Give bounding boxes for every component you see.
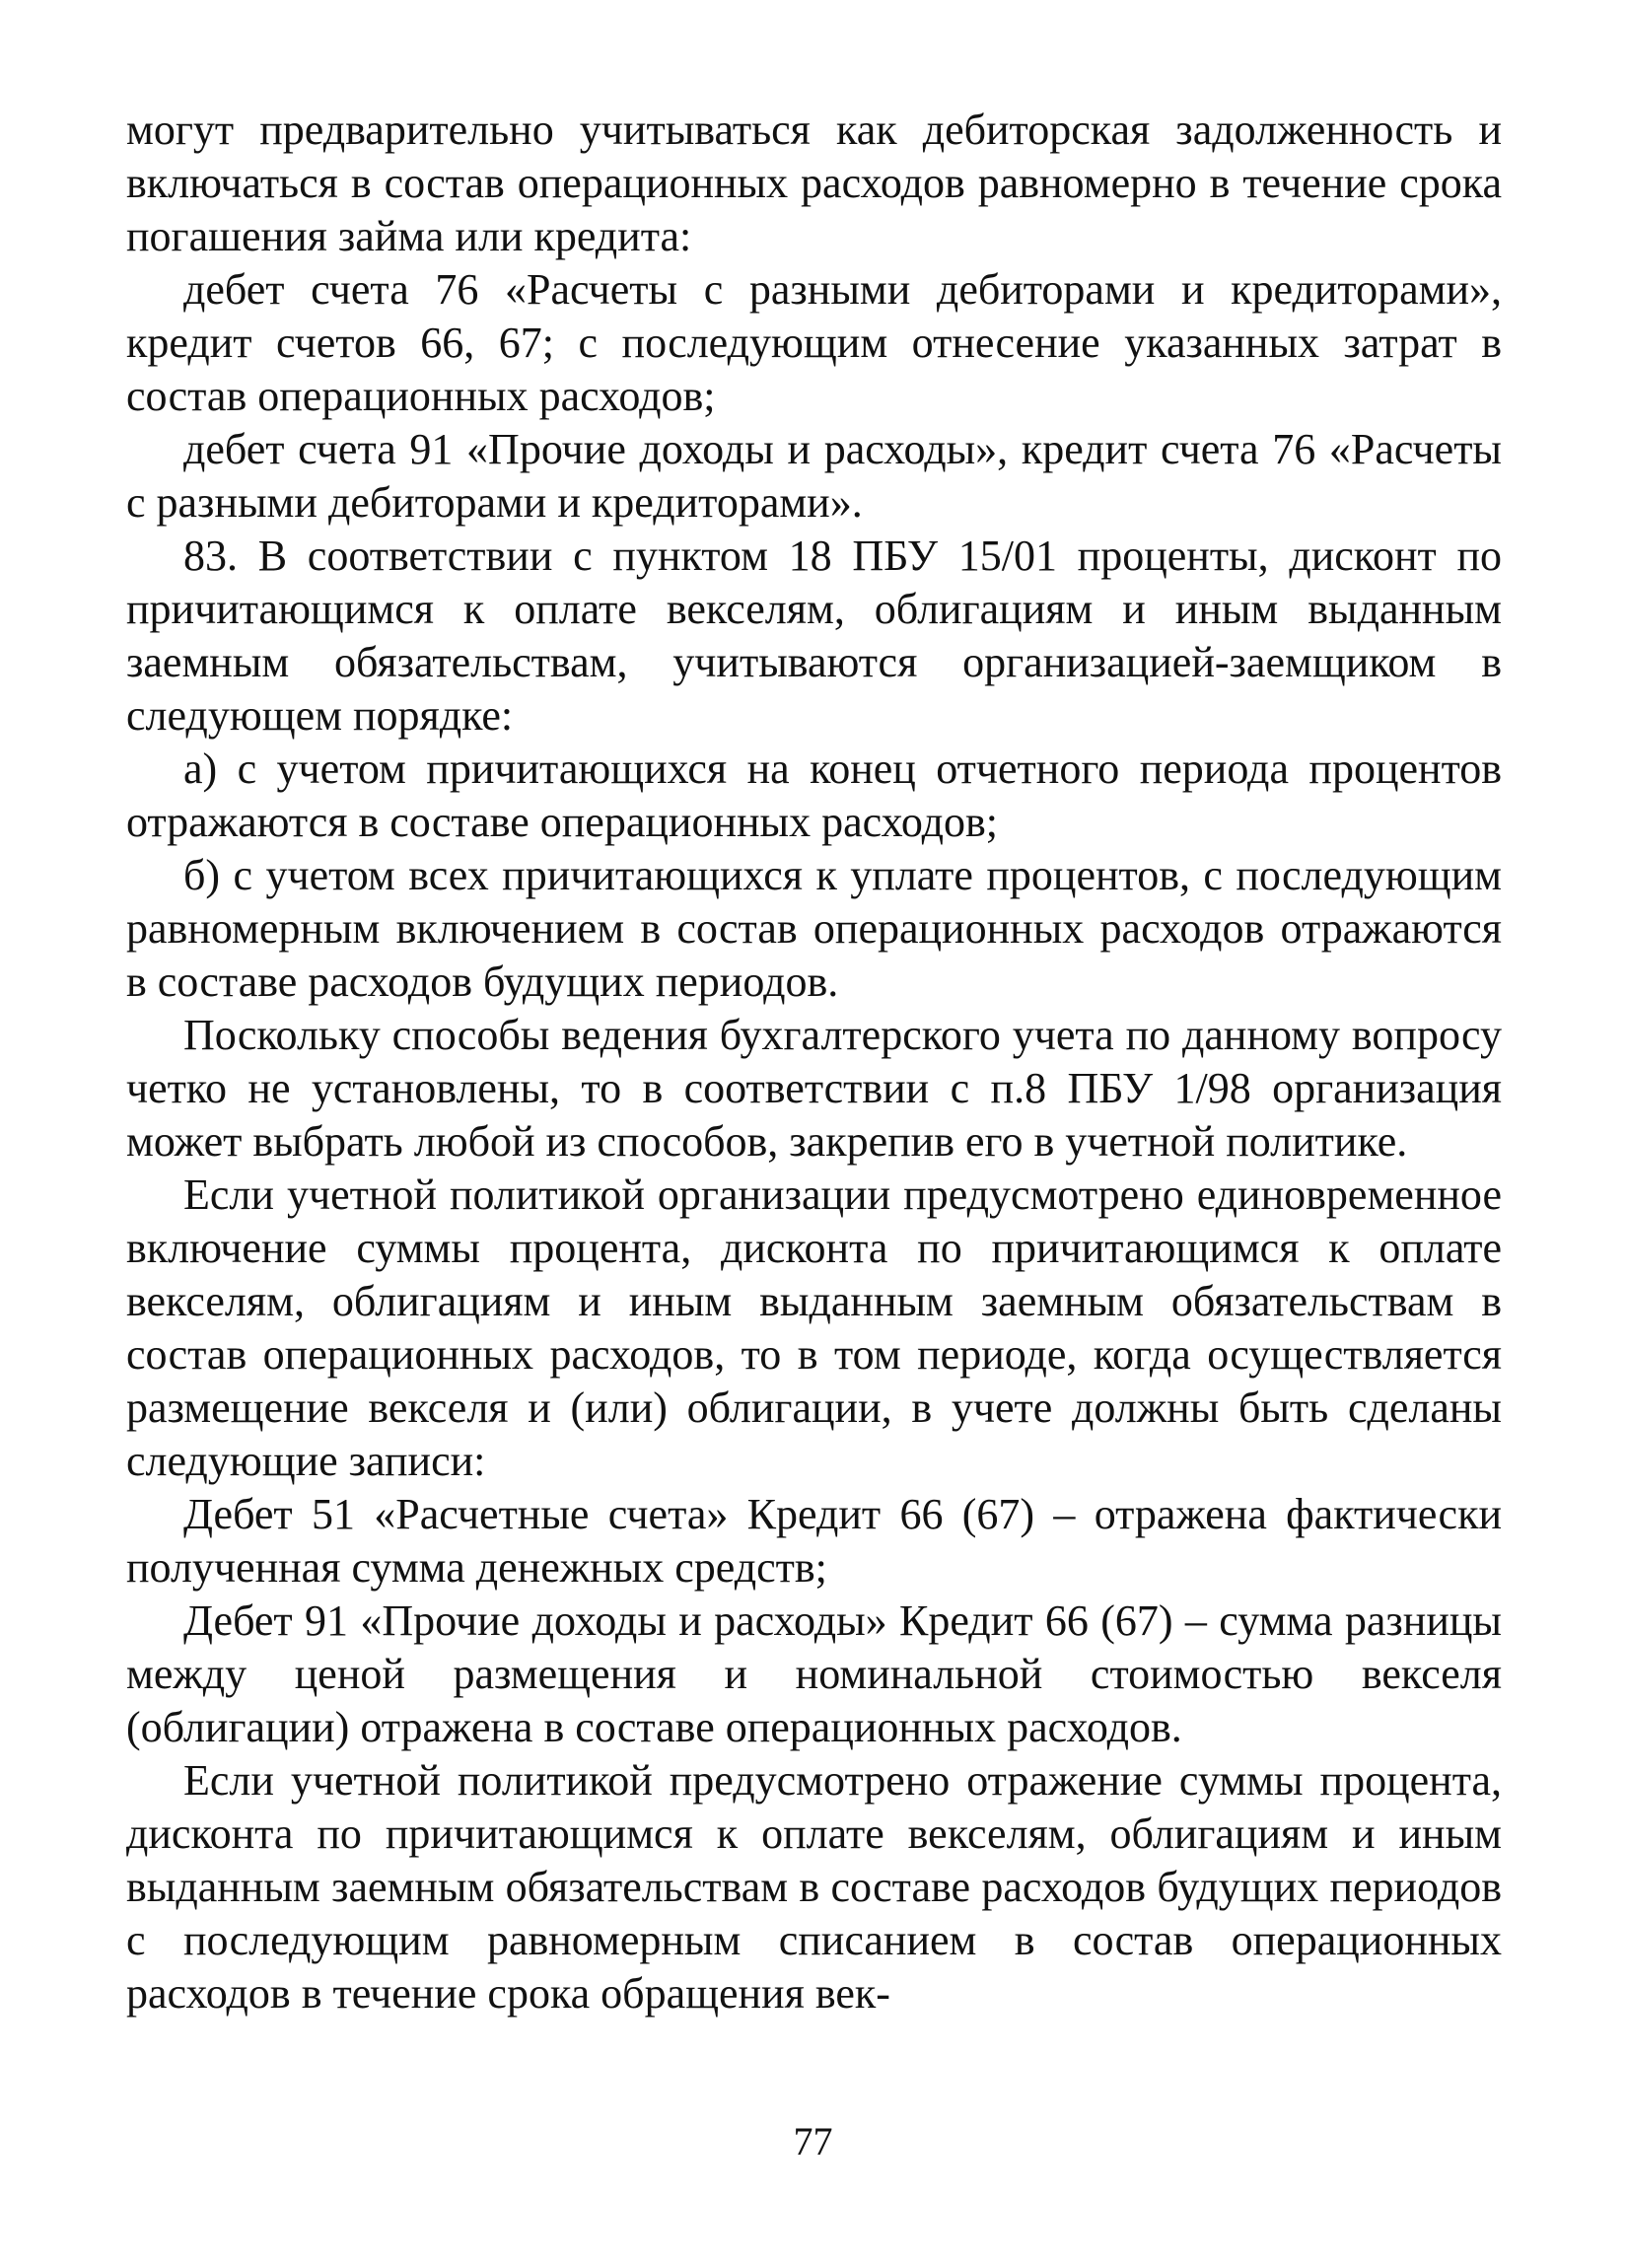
- paragraph-option-a: а) с учетом причитающихся на конец отчетного периода процентов отражаются в составе операционных расходов;: [126, 744, 1502, 846]
- paragraph-debit-76: дебет счета 76 «Расчеты с разными дебиторами и кредиторами», кредит счетов 66, 67; с последующим отнесение указанных затрат в состав операционных расходов;: [126, 265, 1502, 420]
- page-body: [126, 104, 1502, 2174]
- page-number: 77: [793, 2119, 833, 2163]
- paragraph-one-time-inclusion: Если учетной политикой организации предусмотрено единовременное включение суммы процента, дисконта по причитающимся к оплате векселям, облигациям и иным выданным заемным обязательствам в состав операционных расходов, то в том периоде, когда осуществляется размещение векселя и (или) облигации, в учете должны быть сделаны следующие записи:: [126, 1170, 1502, 1485]
- paragraph-deferred-expenses: Если учетной политикой предусмотрено отражение суммы процента, дисконта по причитающимся к оплате векселям, облигациям и иным выданным заемным обязательствам в составе расходов будущих периодов с последующим равномерным списанием в состав операционных расходов в течение срока обращения век-: [126, 1756, 1502, 2018]
- paragraph-accounting-methods: Поскольку способы ведения бухгалтерского учета по данному вопросу четко не установлены, то в соответствии с п.8 ПБУ 1/98 организация может выбрать любой из способов, закрепив его в учетной политике.: [126, 1011, 1502, 1166]
- paragraph-continuation: могут предварительно учитываться как дебиторская задолженность и включаться в состав операционных расходов равномерно в течение срока погашения займа или кредита:: [126, 106, 1502, 260]
- paragraph-option-b: б) с учетом всех причитающихся к уплате процентов, с последующим равномерным включением в состав операционных расходов отражаются в составе расходов будущих периодов.: [126, 851, 1502, 1006]
- paragraph-item-83: 83. В соответствии с пунктом 18 ПБУ 15/01 проценты, дисконт по причитающимся к оплате векселям, облигациям и иным выданным заемным обязательствам, учитываются организацией-заемщиком в следующем порядке:: [126, 532, 1502, 740]
- paragraph-entry-debit-91: Дебет 91 «Прочие доходы и расходы» Кредит 66 (67) – сумма разницы между ценой размещения и номинальной стоимостью векселя (облигации) отражена в составе операционных расходов.: [126, 1596, 1502, 1751]
- paragraph-entry-debit-51: Дебет 51 «Расчетные счета» Кредит 66 (67) – отражена фактически полученная сумма денежных средств;: [126, 1490, 1502, 1592]
- paragraph-debit-91: дебет счета 91 «Прочие доходы и расходы», кредит счета 76 «Расчеты с разными дебиторами и кредиторами».: [126, 425, 1502, 527]
